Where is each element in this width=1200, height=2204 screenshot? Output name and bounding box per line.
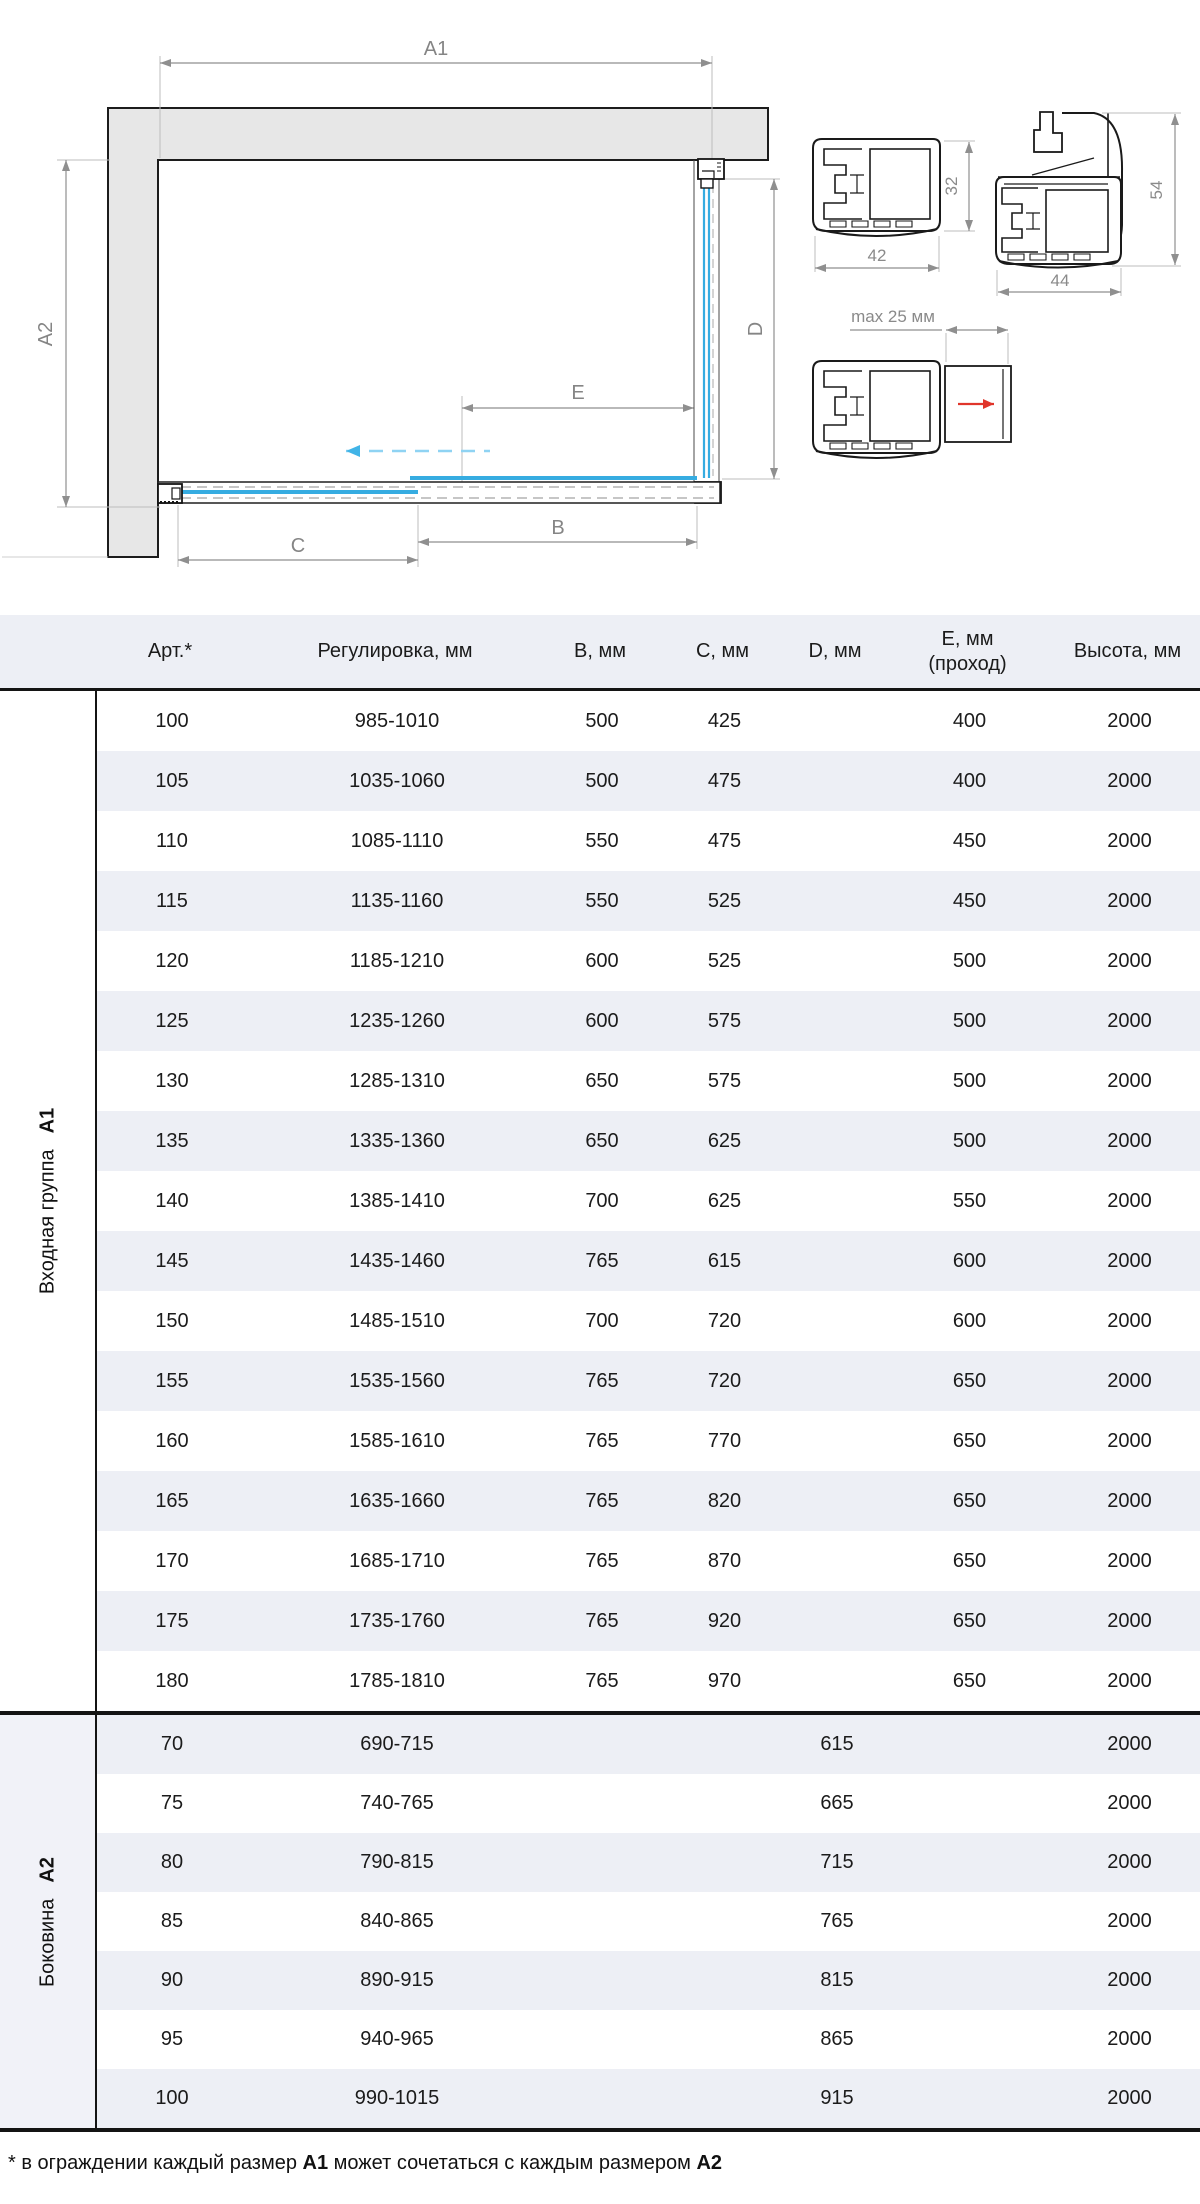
cell-c: 575 — [707, 1069, 742, 1092]
cell-art: 180 — [155, 1669, 189, 1692]
cell-height: 2000 — [1107, 1249, 1152, 1272]
table-row — [97, 1951, 1200, 2010]
table-row — [97, 1651, 1200, 1711]
cell-d: 765 — [820, 1910, 854, 1932]
col-header-adjust: Регулировка, мм — [317, 640, 473, 662]
cell-b: 765 — [585, 1369, 619, 1392]
cell-height: 2000 — [1107, 829, 1152, 852]
size-table — [0, 615, 1200, 2175]
table-row — [97, 1531, 1200, 1591]
cell-b: 765 — [585, 1669, 619, 1692]
cell-e: 500 — [952, 1009, 987, 1032]
cell-height: 2000 — [1107, 1129, 1152, 1152]
table-row — [97, 1291, 1200, 1351]
profile-42x32 — [813, 139, 975, 272]
cell-art: 165 — [155, 1489, 189, 1512]
cell-b: 650 — [585, 1129, 619, 1152]
cell-height: 2000 — [1107, 1429, 1152, 1452]
cell-height: 2000 — [1107, 1309, 1152, 1332]
dim-label-44: 44 — [1050, 271, 1070, 290]
cell-b: 765 — [585, 1549, 619, 1572]
cell-art: 95 — [160, 2028, 184, 2050]
cell-height: 2000 — [1107, 1189, 1152, 1212]
cell-c: 870 — [707, 1549, 742, 1572]
cell-height: 2000 — [1107, 1489, 1152, 1512]
cell-height: 2000 — [1107, 1549, 1152, 1572]
cell-d: 665 — [820, 1792, 854, 1814]
cell-height: 2000 — [1107, 1851, 1152, 1873]
wall-profile-bracket-left — [158, 484, 182, 503]
table-row — [97, 1591, 1200, 1651]
cell-art: 145 — [155, 1249, 189, 1272]
section-side-panel-a2 — [0, 1711, 1200, 2132]
cell-b: 550 — [585, 889, 619, 912]
cell-adjust: 1235-1260 — [349, 1009, 445, 1032]
cell-art: 170 — [155, 1549, 189, 1572]
section-a2-label-column — [0, 1715, 95, 2128]
plan-and-profiles-drawing — [0, 0, 1200, 615]
cell-c: 525 — [707, 889, 742, 912]
cell-e: 500 — [952, 1069, 987, 1092]
cell-adjust: 1735-1760 — [349, 1609, 445, 1632]
footnote — [0, 2132, 1200, 2175]
section-a2-rows — [95, 1715, 1200, 2128]
cell-art: 160 — [155, 1429, 189, 1452]
cell-height: 2000 — [1107, 709, 1152, 732]
cell-adjust: 1685-1710 — [349, 1549, 445, 1572]
cell-height: 2000 — [1107, 1669, 1152, 1692]
dim-label-e: E — [571, 382, 585, 404]
cell-height: 2000 — [1107, 1609, 1152, 1632]
cell-art: 100 — [155, 2087, 189, 2109]
col-header-e-line2: (проход) — [928, 652, 1007, 675]
table-row — [97, 991, 1200, 1051]
cell-c: 770 — [707, 1429, 742, 1452]
table-row — [97, 1171, 1200, 1231]
cell-b: 765 — [585, 1429, 619, 1452]
cell-adjust: 1635-1660 — [349, 1489, 445, 1512]
dim-label-c: C — [290, 535, 306, 557]
cell-b: 500 — [585, 709, 619, 732]
cell-adjust: 1535-1560 — [349, 1369, 445, 1392]
section-a1-label-code: А1 — [36, 1107, 58, 1134]
col-header-height: Высота, мм — [1073, 640, 1182, 662]
slide-adjustment-detail — [813, 307, 1011, 458]
cell-art: 120 — [155, 949, 189, 972]
cell-c: 625 — [707, 1129, 742, 1152]
cell-art: 140 — [155, 1189, 189, 1212]
cell-e: 650 — [952, 1429, 987, 1452]
cell-adjust: 1135-1160 — [350, 889, 444, 912]
table-row — [97, 2010, 1200, 2069]
cell-b: 500 — [585, 769, 619, 792]
cell-adjust: 1485-1510 — [349, 1309, 445, 1332]
cell-adjust: 985-1010 — [354, 709, 440, 732]
cell-height: 2000 — [1107, 769, 1152, 792]
cell-c: 425 — [707, 709, 742, 732]
cell-b: 600 — [585, 949, 619, 972]
section-entry-group-a1 — [0, 691, 1200, 1711]
section-a2-label-text: Боковина — [36, 1898, 58, 1987]
cell-b: 765 — [585, 1609, 619, 1632]
cell-art: 175 — [155, 1609, 189, 1632]
cell-adjust: 1335-1360 — [349, 1129, 445, 1152]
wall-profile-bracket-top — [698, 159, 724, 188]
cell-height: 2000 — [1107, 1069, 1152, 1092]
cell-adjust: 1385-1410 — [349, 1189, 445, 1212]
dim-label-32: 32 — [942, 176, 961, 196]
table-row — [97, 1774, 1200, 1833]
cell-art: 105 — [155, 769, 189, 792]
cell-art: 135 — [155, 1129, 189, 1152]
section-a1-label-column — [0, 691, 95, 1711]
col-header-c: С, мм — [695, 640, 750, 662]
cell-c: 475 — [707, 769, 742, 792]
cell-height: 2000 — [1107, 2087, 1152, 2109]
cell-art: 90 — [160, 1969, 184, 1991]
dim-label-a1: A1 — [423, 38, 449, 60]
cell-height: 2000 — [1107, 1969, 1152, 1991]
cell-height: 2000 — [1107, 1733, 1152, 1755]
cell-adjust: 1035-1060 — [349, 769, 445, 792]
cell-art: 85 — [160, 1910, 184, 1932]
cell-c: 615 — [707, 1249, 742, 1272]
cell-adjust: 990-1015 — [354, 2087, 440, 2109]
col-header-d: D, мм — [808, 640, 862, 662]
side-panel — [694, 159, 724, 503]
footnote-text-2: может сочетаться с каждым размером — [328, 2152, 697, 2174]
cell-d: 815 — [820, 1969, 854, 1991]
cell-e: 400 — [952, 709, 987, 732]
table-row — [97, 1892, 1200, 1951]
section-a2-label-code: А2 — [36, 1856, 58, 1883]
cell-c: 820 — [707, 1489, 742, 1512]
col-header-e — [880, 627, 1055, 677]
cell-e: 650 — [952, 1549, 987, 1572]
cell-art: 110 — [156, 829, 188, 852]
cell-c: 920 — [707, 1609, 742, 1632]
cell-e: 600 — [952, 1309, 987, 1332]
table-row — [97, 811, 1200, 871]
cell-c: 970 — [707, 1669, 742, 1692]
table-row — [97, 1051, 1200, 1111]
cell-e: 650 — [952, 1669, 987, 1692]
cell-c: 625 — [707, 1189, 742, 1212]
cell-e: 650 — [952, 1489, 987, 1512]
technical-drawing — [0, 0, 1200, 615]
cell-height: 2000 — [1107, 1792, 1152, 1814]
section-a2-label — [36, 1857, 59, 1987]
cell-d: 915 — [820, 2087, 854, 2109]
table-row — [97, 1471, 1200, 1531]
cell-c: 720 — [707, 1309, 742, 1332]
cell-art: 100 — [155, 709, 189, 732]
cell-adjust: 840-865 — [360, 1910, 434, 1932]
cell-adjust: 1785-1810 — [349, 1669, 445, 1692]
dim-label-d: D — [745, 321, 767, 337]
cell-art: 125 — [155, 1009, 189, 1032]
table-row — [97, 1715, 1200, 1774]
table-row — [97, 691, 1200, 751]
footnote-text-1: * в ограждении каждый размер — [8, 2152, 303, 2174]
cell-b: 550 — [585, 829, 619, 852]
dim-label-42: 42 — [867, 246, 887, 265]
profile-44x54 — [996, 112, 1181, 296]
footnote-code-a2: А2 — [696, 2152, 723, 2174]
cell-adjust: 790-815 — [360, 1851, 434, 1873]
cell-art: 75 — [160, 1792, 184, 1814]
cell-height: 2000 — [1107, 2028, 1152, 2050]
cell-e: 500 — [952, 949, 987, 972]
cell-height: 2000 — [1107, 1910, 1152, 1932]
door-assembly — [158, 451, 720, 503]
cell-height: 2000 — [1107, 949, 1152, 972]
cell-adjust: 690-715 — [360, 1733, 434, 1755]
col-header-b: В, мм — [574, 640, 626, 662]
section-a1-rows — [95, 691, 1200, 1711]
cell-art: 130 — [155, 1069, 189, 1092]
cell-b: 765 — [585, 1489, 619, 1512]
cell-art: 150 — [155, 1309, 189, 1332]
cell-height: 2000 — [1107, 1009, 1152, 1032]
dim-label-a2: A2 — [35, 321, 57, 347]
cell-e: 650 — [952, 1609, 987, 1632]
dim-label-max25: max 25 мм — [851, 307, 935, 326]
dim-label-b: B — [551, 517, 565, 539]
cell-b: 650 — [585, 1069, 619, 1092]
cell-d: 865 — [820, 2028, 854, 2050]
cell-adjust: 940-965 — [360, 2028, 434, 2050]
cell-e: 500 — [952, 1129, 987, 1152]
cell-adjust: 740-765 — [360, 1792, 434, 1814]
cell-e: 450 — [952, 889, 987, 912]
cell-c: 720 — [707, 1369, 742, 1392]
footnote-code-a1: А1 — [302, 2152, 329, 2174]
cell-height: 2000 — [1107, 889, 1152, 912]
table-row — [97, 871, 1200, 931]
table-row — [97, 1351, 1200, 1411]
cell-adjust: 1085-1110 — [350, 829, 444, 852]
cell-d: 615 — [820, 1733, 854, 1755]
cell-adjust: 890-915 — [360, 1969, 434, 1991]
section-a1-label — [36, 1108, 59, 1294]
table-row — [97, 1833, 1200, 1892]
cell-b: 700 — [585, 1309, 619, 1332]
cell-art: 155 — [155, 1369, 189, 1392]
cell-adjust: 1585-1610 — [349, 1429, 445, 1452]
cell-art: 70 — [160, 1733, 184, 1755]
section-a1-label-text: Входная группа — [36, 1149, 58, 1295]
cell-b: 700 — [585, 1189, 619, 1212]
table-row — [97, 931, 1200, 991]
cell-adjust: 1435-1460 — [349, 1249, 445, 1272]
cell-e: 600 — [952, 1249, 987, 1272]
table-row — [97, 751, 1200, 811]
cell-height: 2000 — [1107, 1369, 1152, 1392]
cell-art: 115 — [156, 889, 188, 912]
cell-b: 600 — [585, 1009, 619, 1032]
table-row — [97, 2069, 1200, 2128]
cell-d: 715 — [820, 1851, 854, 1873]
table-row — [97, 1411, 1200, 1471]
table-row — [97, 1111, 1200, 1171]
cell-c: 575 — [707, 1009, 742, 1032]
cell-c: 475 — [707, 829, 742, 852]
cell-adjust: 1285-1310 — [349, 1069, 445, 1092]
cell-b: 765 — [585, 1249, 619, 1272]
table-header — [0, 615, 1200, 691]
cell-e: 650 — [952, 1369, 987, 1392]
table-row — [97, 1231, 1200, 1291]
cell-c: 525 — [707, 949, 742, 972]
cell-adjust: 1185-1210 — [349, 949, 445, 972]
col-header-e-line1: Е, мм — [941, 627, 994, 650]
col-header-art: Арт.* — [147, 640, 193, 662]
cell-e: 450 — [952, 829, 987, 852]
dim-label-54: 54 — [1147, 180, 1166, 200]
cell-e: 550 — [952, 1189, 987, 1212]
cell-e: 400 — [952, 769, 987, 792]
cell-art: 80 — [160, 1851, 184, 1873]
